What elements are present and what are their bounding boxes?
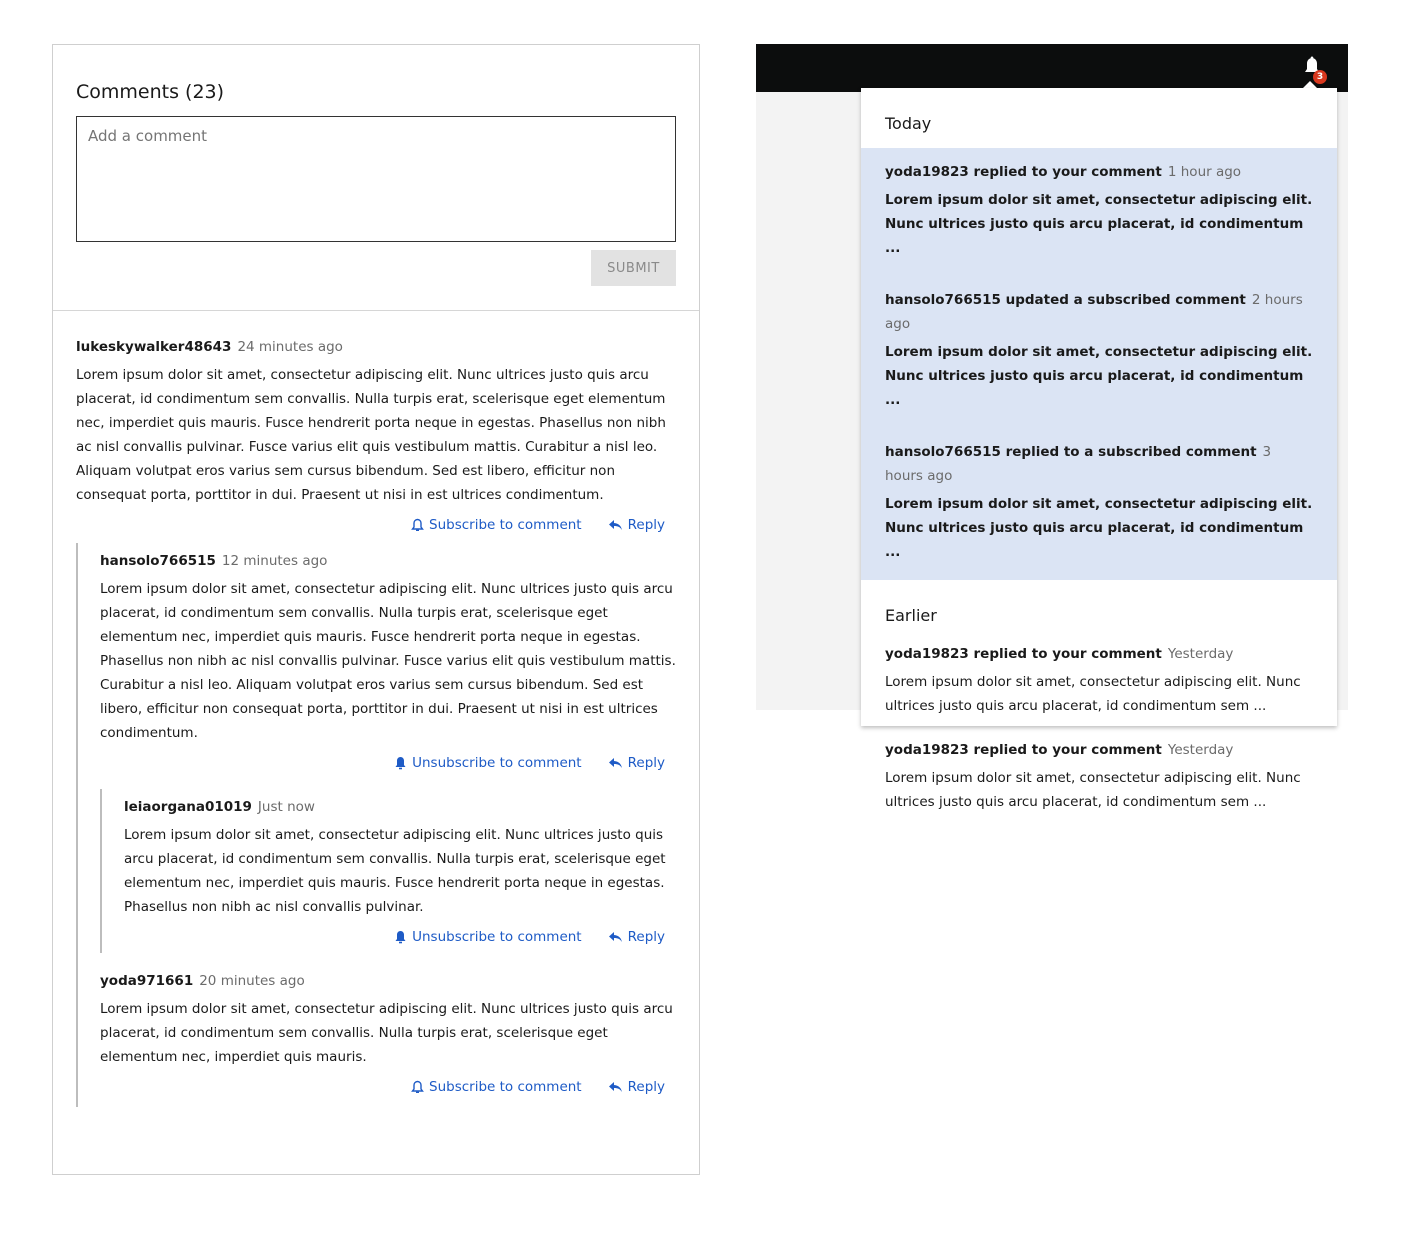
comment-body: Lorem ipsum dolor sit amet, consectetur adipiscing elit. Nunc ultrices justo quis arcu placerat, id condimentum sem convallis. Nulla turpis erat, scelerisque eget elementum nec, imperdiet quis mauris. Fusce hendrerit porta neque in egestas. Phasellus non nibh ac nisl convallis pulvinar. Fusce varius elit quis vestibulum mattis. Curabitur a nisl leo. Aliquam volutpat eros varius sem cursus bibendum. Sed est libero, efficitur non consequat porta, porttitor in dui. Praesent ut nisi in est ultrices condimentum. xyxy=(100,581,676,741)
comment-author[interactable]: leiaorgana01019 xyxy=(124,799,252,815)
notification-item[interactable] xyxy=(885,738,1313,814)
subscribe-button[interactable] xyxy=(411,1075,582,1099)
subscribe-label: Subscribe to comment xyxy=(429,517,582,533)
notification-title: hansolo766515 updated a subscribed comment xyxy=(885,292,1246,308)
notification-item[interactable] xyxy=(885,642,1313,718)
comment-time: 24 minutes ago xyxy=(237,339,343,355)
unsubscribe-button[interactable] xyxy=(394,925,582,949)
comment-header xyxy=(76,335,676,359)
comment-actions xyxy=(124,925,676,949)
comment-time: Just now xyxy=(257,799,315,815)
comment xyxy=(76,335,676,537)
comment-body: Lorem ipsum dolor sit amet, consectetur adipiscing elit. Nunc ultrices justo quis arcu placerat, id condimentum sem convallis. Nulla turpis erat, scelerisque eget elementum nec, imperdiet quis mauris. Fusce hendrerit porta neque in egestas. Phasellus non nibh ac nisl convallis pulvinar. Fusce varius elit quis vestibulum mattis. Curabitur a nisl leo. Aliquam volutpat eros varius sem cursus bibendum. Sed est libero, efficitur non consequat porta, porttitor in dui. Praesent ut nisi in est ultrices condimentum. xyxy=(76,367,666,503)
notification-time: Yesterday xyxy=(1167,646,1234,662)
notification-message: Lorem ipsum dolor sit amet, consectetur adipiscing elit. Nunc xyxy=(885,674,1301,690)
comments-title: Comments (23) xyxy=(76,81,225,103)
notification-message: Lorem ipsum dolor sit amet, consectetur adipiscing elit. xyxy=(885,192,1313,208)
subscribe-button[interactable] xyxy=(411,513,582,537)
comment-body: Lorem ipsum dolor sit amet, consectetur adipiscing elit. Nunc ultrices justo quis arcu placerat, id condimentum sem convallis. Nulla turpis erat, scelerisque eget elementum nec, imperdiet quis mauris. xyxy=(100,1001,673,1065)
notification-time: 1 hour ago xyxy=(1167,164,1242,180)
notification-title: yoda19823 replied to your comment xyxy=(885,742,1162,758)
bell-icon xyxy=(411,1080,424,1094)
notification-title: yoda19823 replied to your comment xyxy=(885,164,1162,180)
notification-message: Lorem ipsum dolor sit amet, consectetur adipiscing elit. Nunc xyxy=(885,770,1301,786)
notification-message: ultrices justo quis arcu placerat, id condimentum sem ... xyxy=(885,794,1267,810)
today-heading: Today xyxy=(885,114,932,133)
notification-badge: 3 xyxy=(1313,70,1327,84)
subscribe-label: Unsubscribe to comment xyxy=(412,929,582,945)
reply-button[interactable] xyxy=(608,513,665,537)
submit-button[interactable]: SUBMIT xyxy=(591,250,676,286)
replies xyxy=(100,789,676,953)
top-bar xyxy=(756,44,1348,92)
comment xyxy=(124,795,676,949)
comment-author[interactable]: yoda971661 xyxy=(100,973,194,989)
reply-button[interactable] xyxy=(608,1075,665,1099)
notification-title: yoda19823 replied to your comment xyxy=(885,646,1162,662)
bell-icon xyxy=(394,930,407,944)
comment-time: 20 minutes ago xyxy=(199,973,305,989)
earlier-list xyxy=(861,640,1337,846)
notification-message: Lorem ipsum dolor sit amet, consectetur adipiscing elit. xyxy=(885,496,1313,512)
comment-actions xyxy=(100,751,676,775)
comment-header xyxy=(100,969,676,993)
notification-item[interactable] xyxy=(885,160,1313,260)
notification-item[interactable] xyxy=(885,440,1313,564)
subscribe-label: Subscribe to comment xyxy=(429,1079,582,1095)
notification-message: ultrices justo quis arcu placerat, id condimentum sem ... xyxy=(885,698,1267,714)
today-list xyxy=(861,148,1337,580)
replies xyxy=(76,543,676,1107)
earlier-heading: Earlier xyxy=(885,606,937,625)
notification-message: Nunc ultrices justo quis arcu placerat, id condimentum ... xyxy=(885,368,1304,408)
reply-icon xyxy=(608,931,623,943)
notification-message: Nunc ultrices justo quis arcu placerat, id condimentum ... xyxy=(885,520,1304,560)
reply-button[interactable] xyxy=(608,925,665,949)
unsubscribe-button[interactable] xyxy=(394,751,582,775)
divider xyxy=(53,310,699,311)
subscribe-label: Unsubscribe to comment xyxy=(412,755,582,771)
comment-input[interactable] xyxy=(76,116,676,242)
comment-header xyxy=(124,795,676,819)
notification-time: 2 hours ago xyxy=(885,292,1303,332)
reply-button[interactable] xyxy=(608,751,665,775)
notifications-dropdown xyxy=(861,88,1337,810)
reply-label: Reply xyxy=(627,517,665,533)
reply-icon xyxy=(608,757,623,769)
comment xyxy=(100,969,676,1099)
comment xyxy=(100,549,676,775)
comment-header xyxy=(100,549,676,573)
comment-time: 12 minutes ago xyxy=(221,553,328,569)
comment-author[interactable]: lukeskywalker48643 xyxy=(76,339,232,355)
notification-time: 3 hours ago xyxy=(885,444,1272,484)
comment-actions xyxy=(100,1075,676,1099)
comment-actions xyxy=(76,513,676,537)
comment-author[interactable]: hansolo766515 xyxy=(100,553,216,569)
comments-panel xyxy=(52,44,700,1175)
notification-message: Lorem ipsum dolor sit amet, consectetur adipiscing elit. xyxy=(885,344,1313,360)
notification-item[interactable] xyxy=(885,288,1313,412)
bell-icon xyxy=(394,756,407,770)
notification-time: Yesterday xyxy=(1167,742,1234,758)
reply-label: Reply xyxy=(627,929,665,945)
dropdown-caret xyxy=(1303,81,1317,88)
reply-icon xyxy=(608,1081,623,1093)
notification-title: hansolo766515 replied to a subscribed comment xyxy=(885,444,1257,460)
reply-icon xyxy=(608,519,623,531)
comment-thread xyxy=(76,335,676,1107)
notification-message: Nunc ultrices justo quis arcu placerat, id condimentum ... xyxy=(885,216,1304,256)
comment-body: Lorem ipsum dolor sit amet, consectetur adipiscing elit. Nunc ultrices justo quis arcu placerat, id condimentum sem convallis. Nulla turpis erat, scelerisque eget elementum nec, imperdiet quis mauris. Fusce hendrerit porta neque in egestas. Phasellus non nibh ac nisl convallis pulvinar. xyxy=(124,827,666,915)
reply-label: Reply xyxy=(627,755,665,771)
bell-icon xyxy=(411,518,424,532)
reply-label: Reply xyxy=(627,1079,665,1095)
